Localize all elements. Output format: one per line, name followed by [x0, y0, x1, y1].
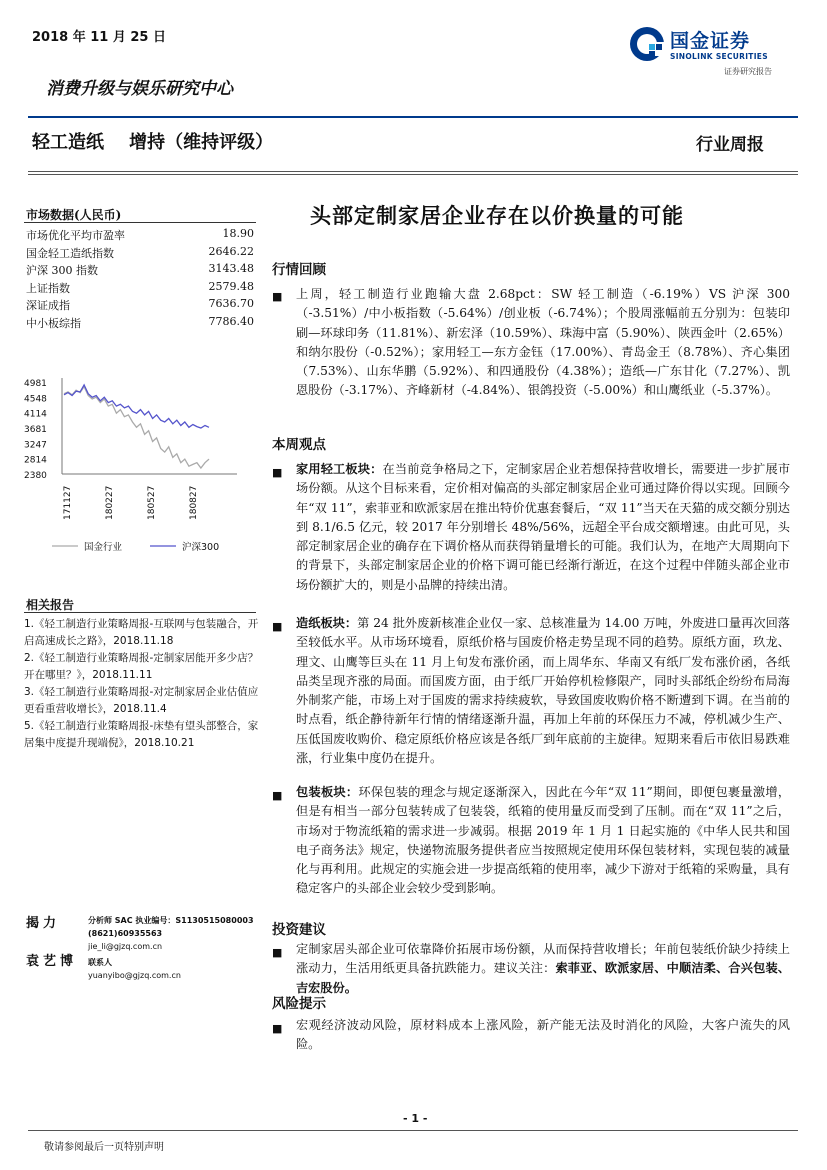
market-review-paragraph: 上周，轻工制造行业跑输大盘 2.68pct：SW 轻工制造（-6.19%）VS 沪深 300（-3.51%）/中小板指数（-5.64%）/创业板（-6.74%）；个股周涨幅前五分别为：包装印刷—环球印务（11.81%）、新宏泽（10.59%）、珠海中富（5.90%）、陕西金叶（2.65%）和纳尔股份（-0.52%）；家用轻工—东方金钰（17.00%）、青岛金王（8.78%）、齐心集团（7.53%）、山东华鹏（5.92%）、和四通股份（4.38%）；造纸—广东甘化（7.27%）、凯恩股份（-3.17%）、齐峰新材（-4.84%）、银鸽投资（-5.00%）和山鹰纸业（-5.37%）。 [296, 287, 790, 398]
risk-paragraph: 宏观经济波动风险，原材料成本上涨风险，新产能无法及时消化的风险，大客户流失的风险。 [296, 1018, 790, 1052]
contact-email[interactable]: yuanyibo@gjzq.com.cn [88, 971, 181, 980]
chart-x-tick-label: 171127 [63, 485, 73, 520]
market-data-value: 2579.48 [208, 279, 254, 293]
market-data-value: 18.90 [222, 227, 254, 240]
bullet-icon: ■ [272, 290, 283, 303]
packaging-paragraph [296, 783, 790, 899]
related-report-item[interactable]: 1.《轻工制造行业策略周报-互联网与包装融合，开启高速成长之路》，2018.11.18 [24, 618, 259, 647]
analyst-name: 揭力 [26, 916, 61, 931]
household-paragraph [296, 460, 790, 595]
market-data-row [26, 262, 254, 278]
packaging-lead: 包装板块： [296, 785, 359, 799]
footer-divider [28, 1130, 798, 1131]
market-data-value: 2646.22 [208, 244, 254, 258]
logo-mark-icon [628, 24, 668, 64]
divider [28, 174, 798, 175]
chart-x-tick-label: 180827 [189, 485, 199, 520]
section-market-review: 行情回顾 [272, 262, 326, 278]
index-chart [22, 370, 262, 570]
page-number: - 1 - [403, 1112, 428, 1125]
disclaimer: 敬请参阅最后一页特别声明 [44, 1142, 164, 1153]
chart-y-tick-label: 4981 [24, 379, 47, 389]
analyst-phone: (8621)60935563 [88, 929, 163, 938]
market-data-label: 上证指数 [26, 281, 70, 295]
report-title: 头部定制家居企业存在以价换量的可能 [310, 203, 684, 228]
market-data-row [26, 315, 254, 331]
analyst-sac: 分析师 SAC 执业编号：S1130515080003 [88, 916, 254, 925]
section-risk: 风险提示 [272, 996, 326, 1012]
investment-picks: 索菲亚、欧派家居、中顺洁柔、合兴包装、吉宏股份。 [296, 961, 790, 995]
market-data-label: 深证成指 [26, 299, 70, 312]
logo-cn-text: 国金证券 [670, 30, 751, 52]
market-data-value: 7636.70 [208, 297, 254, 310]
paper-paragraph [296, 614, 790, 768]
bullet-icon: ■ [272, 620, 283, 633]
market-data-label: 国金轻工造纸指数 [26, 246, 114, 260]
household-lead: 家用轻工板块： [296, 462, 383, 476]
company-logo [628, 24, 798, 80]
chart-y-tick-label: 4114 [24, 409, 47, 420]
report-date: 2018 年 11 月 25 日 [32, 30, 166, 45]
divider [24, 222, 256, 223]
market-data-value: 3143.48 [208, 262, 254, 275]
market-data-label: 市场优化平均市盈率 [26, 229, 125, 242]
analyst-email[interactable]: jie_li@gjzq.com.cn [88, 942, 163, 951]
logo-en-text: SINOLINK SECURITIES [670, 52, 768, 61]
related-report-item[interactable]: 5.《轻工制造行业策略周报-床垫有望头部整合，家居集中度提升现端倪》，2018.10.21 [24, 720, 259, 749]
research-center: 消费升级与娱乐研究中心 [46, 79, 233, 99]
chart-y-tick-label: 4548 [24, 394, 47, 405]
chart-series-line [64, 387, 209, 468]
contact-label: 联系人 [88, 958, 112, 967]
market-data-label: 中小板综指 [26, 316, 81, 330]
chart-y-tick-label: 2814 [24, 455, 47, 466]
divider [24, 612, 256, 613]
chart-y-tick-label: 3247 [24, 440, 47, 451]
market-data-label: 沪深 300 指数 [26, 264, 98, 277]
investment-paragraph [296, 940, 790, 998]
industry-rating: 轻工造纸 增持（维持评级） [32, 132, 274, 153]
market-data-title: 市场数据(人民币) [26, 208, 122, 222]
market-data-row [26, 227, 254, 243]
chart-x-tick-label: 180527 [147, 485, 157, 520]
logo-sub-text: 证券研究报告 [724, 67, 772, 76]
paper-lead: 造纸板块： [296, 616, 358, 630]
bullet-icon: ■ [272, 946, 283, 959]
chart-y-tick-label: 3681 [24, 425, 47, 435]
contact-name: 袁艺博 [26, 954, 78, 969]
chart-legend-label: 沪深300 [182, 542, 220, 553]
related-report-item[interactable]: 2.《轻工制造行业策略周报-定制家居能开多少店？开在哪里？》，2018.11.11 [24, 652, 259, 681]
chart-y-tick-label: 2380 [24, 471, 47, 481]
market-data-row [26, 280, 254, 296]
household-text: 在当前竞争格局之下，定制家居企业若想保持营收增长，需要进一步扩展市场份额。从这个目标来看，定价相对偏高的头部定制家居企业可通过降价得以实现。回顾今年“双 11”，索菲亚和欧派家居在推出特价优惠套餐后，“双 11”当天在天猫的成交额分别达到 8.1/6.5 亿元，较 2017 年分别增长 48%/56%，远超全平台成交额增速。由此可见，头部定制家居企业的确存在下调价格从而获得销量增长的可能。我们认为，在地产大周期向下的背景下，头部定制家居企业的价格下调可能已经渐行渐近，在这个过程中伴随头部企业市场份额扩大的，则是小品牌的持续出清。 [296, 462, 791, 592]
bullet-icon: ■ [272, 789, 283, 802]
section-investment: 投资建议 [272, 922, 326, 938]
divider [28, 171, 798, 172]
report-type: 行业周报 [696, 135, 764, 155]
packaging-text: 环保包装的理念与规定逐渐深入，因此在今年“双 11”期间，即便包裹量激增，但是有相当一部分包装转成了包装袋，纸箱的使用量反而受到了压制。而在“双 11”之后，市场对于物流纸箱的需求进一步减弱。根据 2019 年 1 月 1 日起实施的《中华人民共和国电子商务法》规定，快递物流服务提供者应当按照规定使用环保包装材料，实现包装的减量化与再利用。此规定的实施会进一步提高纸箱的使用率，减少下游对于纸箱的采购量，具有稳定客户的头部企业会较少受到影响。 [296, 785, 791, 896]
market-data-row [26, 245, 254, 261]
chart-legend-label: 国金行业 [84, 542, 123, 553]
bullet-icon: ■ [272, 466, 283, 479]
paper-text: 第 24 批外废新核准企业仅一家、总核准量为 14.00 万吨，外废进口量再次回落至较低水平。从市场环境看，原纸价格与国废价格走势呈现不同的趋势。原纸方面，玖龙、理文、山鹰等巨头在 11 月上旬发布涨价函，而上周华东、华南又有纸厂发布涨价函，各纸品类呈现齐涨的局面。而国废方面，由于纸厂开始停机检修限产，同时头部纸企纷纷布局海外制浆产能，市场上对于国废的需求持续疲软，导致国废收购价格不断遭到下调。在当前的时点看，纸企静待新年行情的情绪逐渐升温，再加上年前的环保压力不减，停机减少生产、压低国废收购价、稳定原纸价格应该是各纸厂到年底前的主旋律。短期来看后市依旧易跌难涨，行业集中度仍在提升。 [296, 616, 790, 766]
contact-info [88, 956, 181, 982]
chart-x-tick-label: 180227 [105, 485, 115, 520]
section-weekly-view: 本周观点 [272, 437, 326, 453]
related-reports-title: 相关报告 [26, 598, 75, 612]
market-data-row [26, 297, 254, 313]
related-report-item[interactable]: 3.《轻工制造行业策略周报-对定制家居企业估值应更看重营收增长》，2018.11.4 [24, 686, 259, 715]
bullet-icon: ■ [272, 1022, 283, 1035]
analyst-info [88, 914, 254, 953]
chart-svg [22, 370, 262, 570]
header-divider [28, 116, 798, 118]
market-data-value: 7786.40 [208, 314, 254, 328]
investment-text: 定制家居头部企业可依靠降价拓展市场份额，从而保持营收增长；年前包装纸价缺少持续上涨动力，生活用纸更具备抗跌能力。建议关注： [296, 942, 790, 976]
